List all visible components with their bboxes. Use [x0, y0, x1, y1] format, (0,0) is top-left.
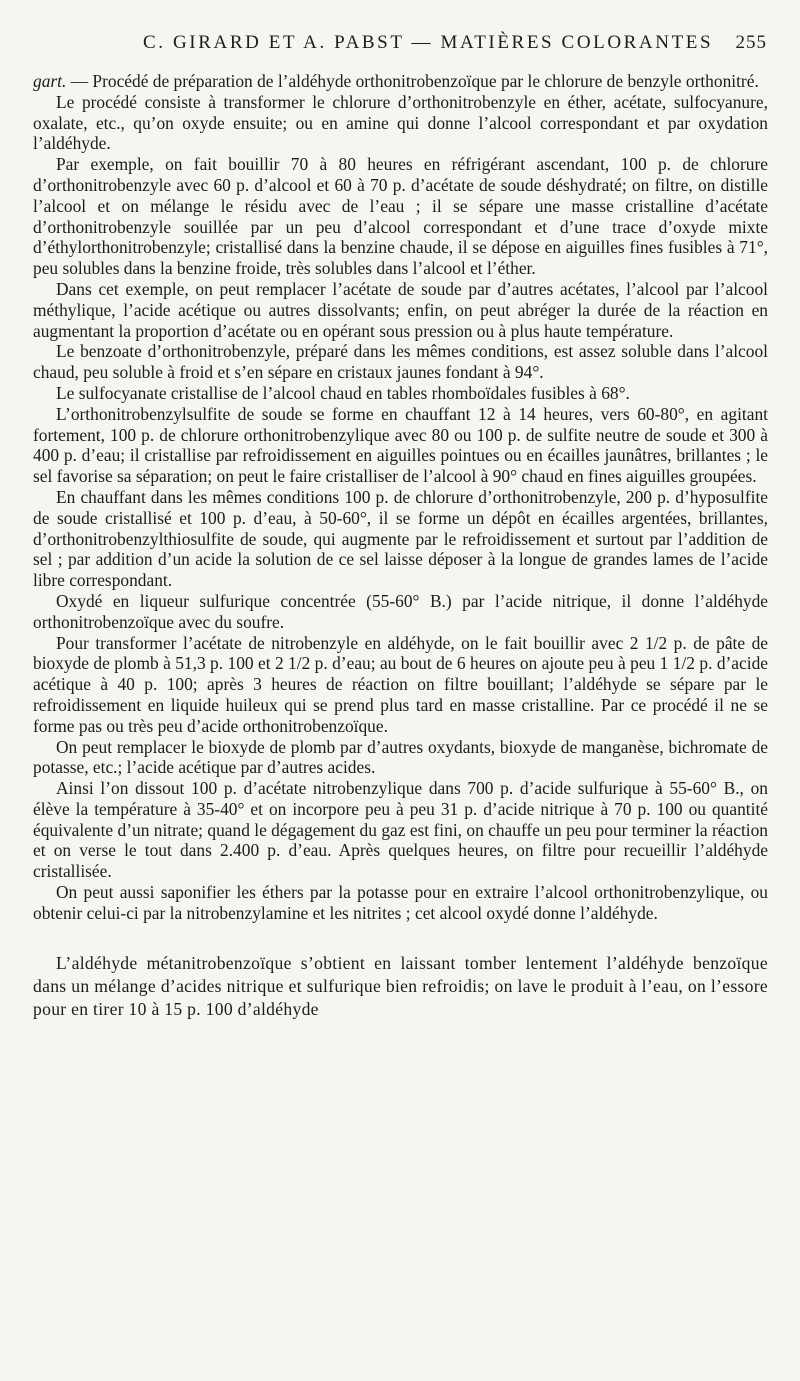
paragraph: Le procédé consiste à transformer le chlorure d’orthonitrobenzyle en éther, acétate, sulfocyanure, oxalate, etc., qu’on oxyde ensuite; ou en amine qui donne l’alcool correspondant et par oxydation l’aldéhyde.: [33, 91, 768, 154]
page-header: [0, 30, 800, 60]
paragraph: Le sulfocyanate cristallise de l’alcool chaud en tables rhomboïdales fusibles à 68°.: [56, 382, 630, 403]
paragraph: Pour transformer l’acétate de nitrobenzyle en aldéhyde, on le fait bouillir avec 2 1/2 p. de pâte de bioxyde de plomb à 51,3 p. 100 et 2 1/2 p. d’eau; au bout de 6 heures on ajoute peu à peu 1 1/2 p. d’acide acétique à 40 p. 100; après 3 heures de réaction on filtre bouillant; l’aldéhyde se sépare par le refroidissement en liquide huileux qui se prend plus tard en masse cristalline. Par ce procédé il ne se forme pas ou très peu d’acide orthonitrobenzoïque.: [33, 632, 768, 736]
final-paragraph: L’aldéhyde métanitrobenzoïque s’obtient en laissant tomber lentement l’aldéhyde benzoïque dans un mélange d’acides nitrique et sulfurique bien refroidis; on lave le produit à l’eau, on l’essore pour en tirer 10 à 15 p. 100 d’aldéhyde: [33, 952, 768, 1019]
paragraph: Le benzoate d’orthonitrobenzyle, préparé dans les mêmes conditions, est assez soluble dans l’alcool chaud, peu soluble à froid et s’en sépare en cristaux jaunes fondant à 94°.: [33, 341, 768, 383]
page-body: [33, 71, 768, 1021]
paragraph: L’orthonitrobenzylsulfite de soude se forme en chauffant 12 à 14 heures, vers 60-80°, en agitant fortement, 100 p. de chlorure orthonitrobenzylique avec 80 ou 100 p. de sulfite neutre de soude et 300 à 400 p. d’eau; il cristallise par refroidissement en aiguilles pointues ou en écailles jaunâtres, brillantes ; le sel favorise sa séparation; on peut le faire cristalliser de l’alcool à 90° chaud en fines aiguilles groupées.: [33, 403, 768, 487]
paragraph-intro: [33, 71, 768, 92]
paragraph: Oxydé en liqueur sulfurique concentrée (55-60° B.) par l’acide nitrique, il donne l’aldéhyde orthonitrobenzoïque avec du soufre.: [33, 590, 768, 632]
paragraph: On peut aussi saponifier les éthers par la potasse pour en extraire l’alcool orthonitrobenzylique, ou obtenir celui-ci par la nitrobenzylamine et les nitrites ; cet alcool oxydé donne l’aldéhyde.: [33, 882, 768, 923]
paragraph-prefix: gart.: [33, 71, 67, 91]
paragraph-text: — Procédé de préparation de l’aldéhyde orthonitrobenzoïque par le chlorure de benzyle orthonitré.: [66, 71, 759, 91]
paragraph: Dans cet exemple, on peut remplacer l’acétate de soude par d’autres acétates, l’alcool par l’alcool méthylique, l’acide acétique ou autres dissolvants; enfin, on peut abréger la durée de la réaction en augmentant la proportion d’acétate ou en opérant sous pression ou à plus haute température.: [33, 278, 768, 341]
paragraph: On peut remplacer le bioxyde de plomb par d’autres oxydants, bioxyde de manganèse, bichromate de potasse, etc.; l’acide acétique par d’autres acides.: [33, 736, 768, 778]
running-head: C. GIRARD ET A. PABST — MATIÈRES COLORANTES: [143, 32, 714, 53]
paragraph: Par exemple, on fait bouillir 70 à 80 heures en réfrigérant ascendant, 100 p. de chlorure d’orthonitrobenzyle avec 60 p. d’alcool et 60 à 70 p. d’acétate de soude déshydraté; on filtre, on distille l’alcool et on mélange le résidu avec de l’eau ; il se sépare une masse cristalline d’acétate d’orthonitrobenzyle souillée par un peu d’alcool correspondant et d’une trace d’oxyde mixte d’éthylorthonitrobenzyle; cristallisé dans la benzine chaude, il se dépose en aiguilles fines fusibles à 71°, peu solubles dans la benzine froide, très solubles dans l’alcool et l’éther.: [33, 154, 768, 279]
page-number: 255: [735, 32, 767, 53]
paragraph: Ainsi l’on dissout 100 p. d’acétate nitrobenzylique dans 700 p. d’acide sulfurique à 55-60° B., on élève la température à 35-40° et on incorpore peu à peu 31 p. d’acide nitrique à 70 p. 100 ou quantité équivalente d’un nitrate; quand le dégagement du gaz est fini, on chauffe un peu pour terminer la réaction et on verse le tout dans 2.400 p. d’eau. Après quelques heures, on filtre pour recueillir l’aldéhyde cristallisée.: [33, 778, 768, 882]
paragraph: En chauffant dans les mêmes conditions 100 p. de chlorure d’orthonitrobenzyle, 200 p. d’hyposulfite de soude cristallisé et 100 p. d’eau, à 50-60°, il se forme un dépôt en écailles argentées, brillantes, d’orthonitrobenzylthiosulfite de soude, qui augmente par le refroidissement et surtout par l’addition de sel ; par addition d’un acide la solution de ce sel laisse déposer à la longue de grandes lames de l’acide libre correspondant.: [33, 486, 768, 591]
section-gap: [33, 924, 768, 952]
